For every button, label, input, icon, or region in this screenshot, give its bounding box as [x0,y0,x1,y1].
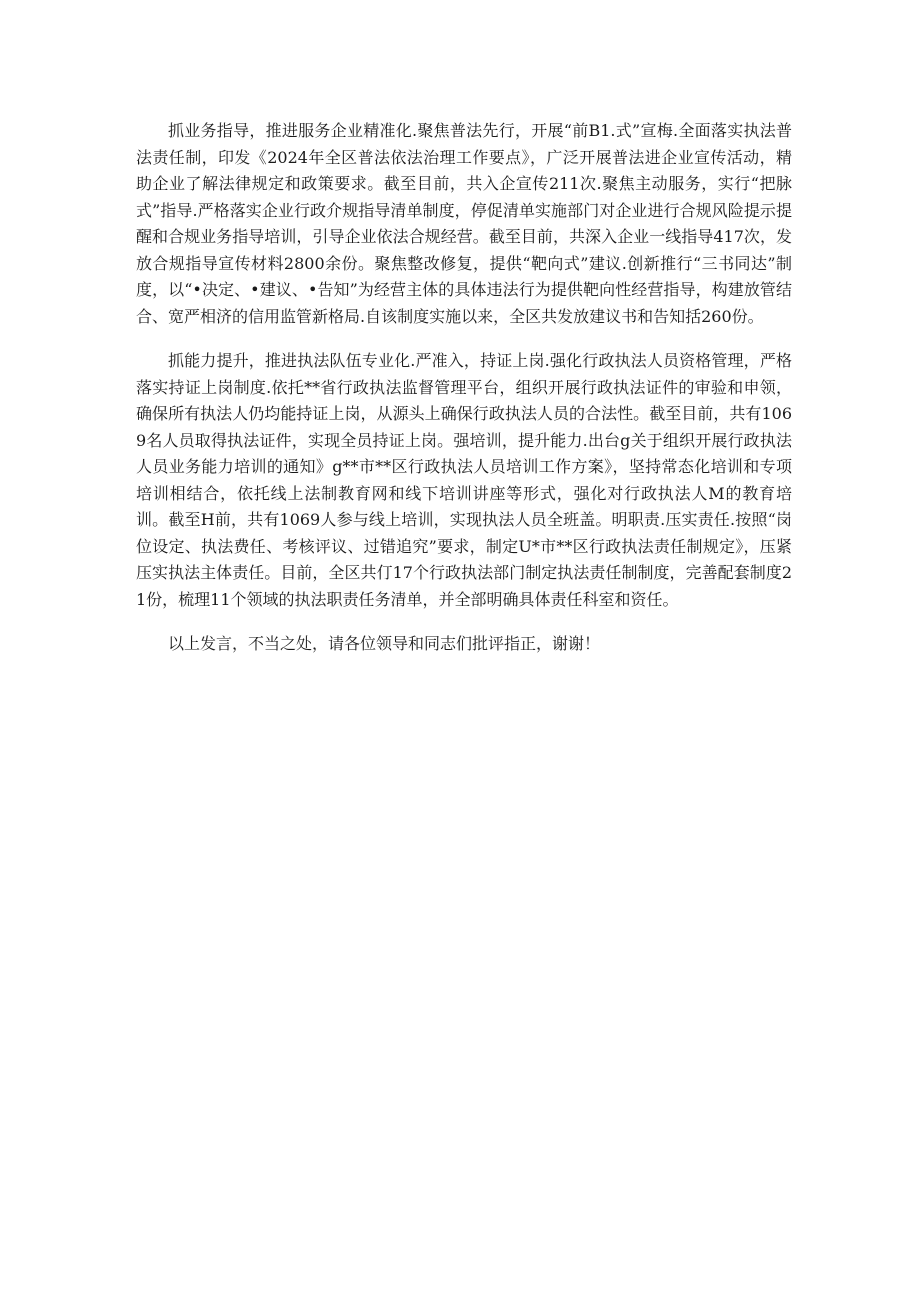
paragraph-closing-remarks: 以上发言，不当之处，请各位领导和同志们批评指正，谢谢！ [168,634,601,653]
paragraph-capability-improvement: 抓能力提升，推进执法队伍专业化.严准入，持证上岗.强化行政执法人员资格管理，严格落实持证上岗制度.依托**省行政执法监督管理平台，组织开展行政执法证件的审验和申领，确保所有执法人仍均能持证上岗，从源头上确保行政执法人员的合法性。截至目前，共有1069名人员取得执法证件，实现全员持证上岗。强培训，提升能力.出台g关于组织开展行政执法人员业务能力培训的通知》g**市**区行政执法人员培训工作方案》，坚持常态化培训和专项培训相结合，依托线上法制教育网和线下培训讲座等形式，强化对行政执法人M的教育培训。截至H前，共有1069人参与线上培训，实现执法人员全班盖。明职责.压实责任.按照“岗位设定、执法费任、考核评议、过错追究”要求，制定U*市**区行政执法责任制规定》，压紧压实执法主体责任。目前，全区共仃17个行政执法部门制定执法责任制制度，完善配套制度21份，梳理11个领域的执法职责任务清单，并全部明确具体责任科室和资任。 [136,351,792,609]
paragraph-business-guidance: 抓业务指导，推进服务企业精准化.聚焦普法先行，开展“前B1.式”宣梅.全面落实执法普法责任制，印发《2024年全区普法依法治理工作要点》，广泛开展普法进企业宣传活动，精助企业了解法律规定和政策要求。截至目前，共入企宣传211次.聚焦主动服务，实行“把脉式”指导.严格落实企业行政介规指导清单制度，停促清单实施部门对企业进行合规风险提示提醒和合规业务指导培训，引导企业依法合规经营。截至目前，共深入企业一线指导417次，发放合规指导宣传材料2800余份。聚焦整改修复，提供“靶向式”建议.创新推行“三书同达”制度，以“•决定、•建议、•告知”为经营主体的具体违法行为提供靶向性经营指导，构建放管结合、宽严相济的信用监管新格局.自该制度实施以来，全区共发放建议书和告知括260份。 [136,121,792,326]
document-body [136,118,792,676]
